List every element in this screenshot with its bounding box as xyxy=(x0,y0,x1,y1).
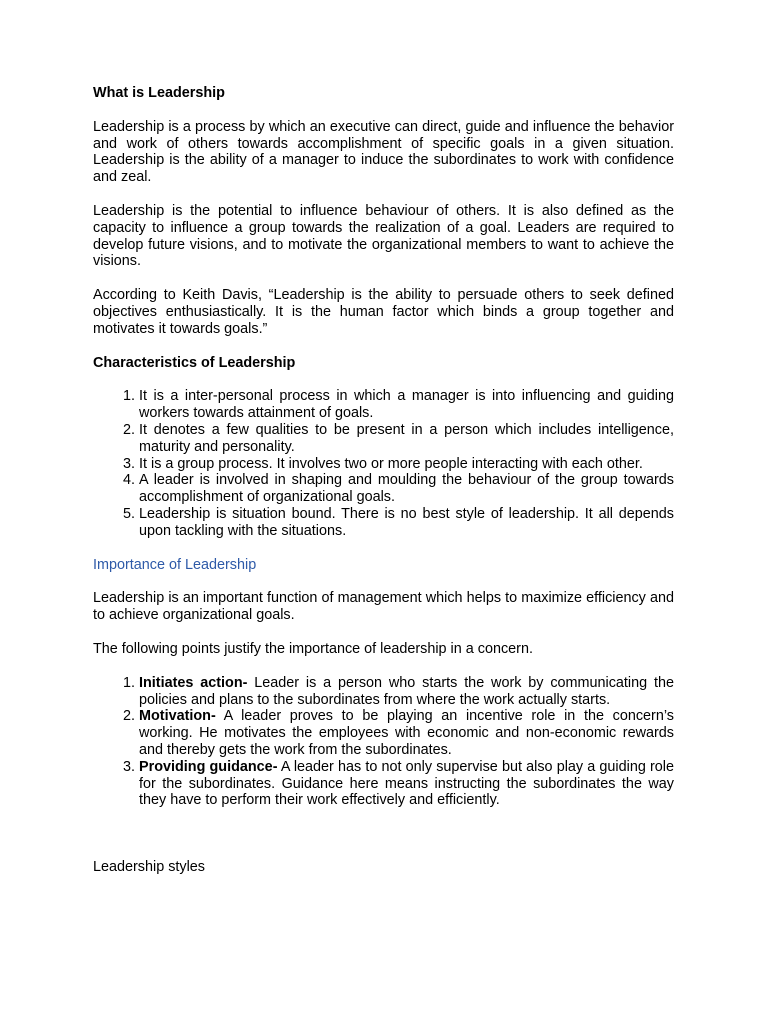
list-item-text: A leader proves to be playing an incentive role in the concern’s working. He motivates the employees with economic and non-economic rewards and thereby gets the work from the subordinates. xyxy=(139,708,674,758)
characteristics-list xyxy=(93,388,674,539)
paragraph-keith-davis-quote: According to Keith Davis, “Leadership is the ability to persuade others to seek defined objectives enthusiastically. It is the human factor which binds a group together and motivates it towards goals.” xyxy=(93,287,674,337)
list-item: 5. Leadership is situation bound. There is no best style of leadership. It all depends upon tackling with the situations. xyxy=(139,506,674,540)
list-item xyxy=(139,708,674,758)
paragraph-definition-2: Leadership is the potential to influence behaviour of others. It is also defined as the capacity to influence a group towards the realization of a goal. Leaders are required to develop future visions, and to motivate the organizational members to want to achieve the visions. xyxy=(93,202,674,270)
heading-characteristics: Characteristics of Leadership xyxy=(93,354,296,371)
heading-leadership-styles: Leadership styles xyxy=(93,859,205,876)
heading-importance: Importance of Leadership xyxy=(93,556,257,573)
document-page xyxy=(93,85,674,876)
list-item: 1. It is a inter-personal process in which a manager is into influencing and guiding workers towards attainment of goals. xyxy=(139,388,674,422)
list-item-text: A leader has to not only supervise but also play a guiding role for the subordinates. Guidance here means instructing the subordinates the way they have to perform their work effectively and efficiently. xyxy=(139,758,674,809)
heading-what-is-leadership: What is Leadership xyxy=(93,85,225,101)
list-item: 2. It denotes a few qualities to be present in a person which includes intelligence, maturity and personality. xyxy=(139,422,674,456)
paragraph-definition-1: Leadership is a process by which an executive can direct, guide and influence the behavior and work of others towards accomplishment of specific goals in a given situation. Leadership is the ability of a manager to induce the subordinates to work with confidence and zeal. xyxy=(93,118,674,186)
list-item-text: Leader is a person who starts the work by communicating the policies and plans to the subordinates from where the work actually starts. xyxy=(139,674,674,708)
list-item-term: Providing guidance- xyxy=(139,758,278,775)
list-item xyxy=(139,759,674,809)
list-item: 3. It is a group process. It involves two or more people interacting with each other. xyxy=(139,456,674,473)
list-item: 4. A leader is involved in shaping and moulding the behaviour of the group towards accomplishment of organizational goals. xyxy=(139,472,674,506)
list-item xyxy=(139,675,674,709)
list-item-term: Motivation- xyxy=(139,708,216,725)
paragraph-importance-1: Leadership is an important function of management which helps to maximize efficiency and to achieve organizational goals. xyxy=(93,590,674,624)
list-item-term: Initiates action- xyxy=(139,674,248,691)
paragraph-importance-2: The following points justify the importance of leadership in a concern. xyxy=(93,640,533,657)
importance-list xyxy=(93,675,674,809)
